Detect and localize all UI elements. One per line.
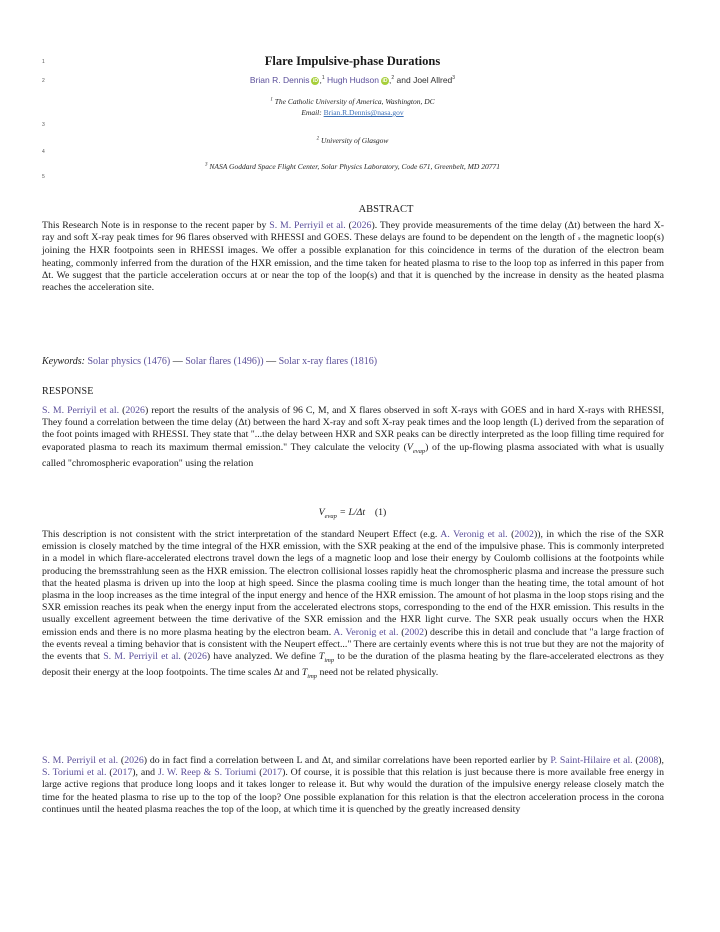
body-text: ). Of course, it is possible that this relation is just because there is more available free energy in large active regions that produce long loops and it takes longer to release it. But why would the duration of the impulsive energy release closely match the time for the heated plasma to rise up to the top of the loop? One possible explanation for this relation is that the electron acceleration process in the corona continues until the heated plasma reaches the top of the loop, at which time it is quenched by the greatly increased density	[42, 767, 664, 815]
abstract-text: This Research Note is in response to the recent paper by	[42, 220, 270, 231]
author-affiliation-sup: 1	[321, 75, 325, 82]
math-subscript: imp	[307, 673, 318, 681]
body-text: (	[106, 767, 113, 779]
citation-year-link[interactable]: 2002	[404, 626, 425, 638]
citation-year-link[interactable]: 2026	[124, 755, 144, 766]
equation-lhs: V	[318, 507, 325, 518]
citation-link[interactable]: S. M. Perriyil et al.	[42, 405, 120, 416]
author-name[interactable]: Hugh Hudson	[326, 75, 379, 85]
citation-link[interactable]: S. M. Perriyil et al.	[103, 651, 181, 663]
citation-link[interactable]: S. M. Perriyil et al.	[269, 220, 346, 231]
equation-rhs: = L/Δt	[336, 507, 366, 518]
body-text: (	[119, 405, 126, 416]
author-name[interactable]: Brian R. Dennis	[249, 75, 310, 85]
email-line	[0, 108, 705, 117]
body-text: )), in which the rise of the SXR emission is closely matched by the time integral of the HXR emission, with the SXR peaking at the end of the impulsive phase. This is commonly interpreted in a model in which flare-accelerated electrons travel down the legs of a magnetic loop and lose their energy by Coulomb collisions at the footpoints while producing the bremsstrahlung seen as the HXR emission. The electron collisional losses rapidly heat the chromospheric plasma and increase the pressure such that the heated plasma is driven up into the loop at high speed. Since the plasma cooling time is much longer than the heating time, the total amount of hot plasma in the loop increases as the time integral of the input energy and hence of the HXR emission. The amount of hot plasma in the loop stops rising and the SXR emission reaches its peak when the energy input from the accelerated electrons stops, corresponding to the end of the HXR emission. This results in the usually excellent agreement between the time derivative of the SXR emission and the HXR light curve. The SXR peak usually occurs when the HXR emission ends and there is no more plasma heating by the electron beam.	[42, 529, 664, 638]
email-label: Email:	[301, 108, 322, 117]
keyword-separator: —	[170, 356, 186, 367]
keyword-separator: —	[263, 356, 279, 367]
citation-year-link[interactable]: 2026	[187, 651, 207, 663]
math-symbol: T	[301, 667, 308, 679]
citation-link[interactable]: J. W. Reep & S. Toriumi	[157, 767, 257, 779]
affiliation-2	[0, 136, 705, 145]
affiliation-text: University of Glasgow	[320, 136, 389, 145]
paper-title: Flare Impulsive-phase Durations	[264, 54, 441, 68]
math-symbol: T	[318, 651, 325, 663]
citation-link[interactable]: A. Veronig et al.	[440, 529, 508, 540]
body-text: (	[507, 529, 515, 540]
email-link[interactable]: Brian.R.Dennis@nasa.gov	[323, 108, 404, 117]
response-paragraph-1	[42, 405, 664, 470]
response-paragraph-3	[42, 755, 664, 816]
orcid-icon[interactable]: iD	[312, 77, 318, 84]
line-number: 5	[42, 174, 45, 180]
author-list: Brian R. Dennis iD ,$^1$ Hugh Hudson iD ,$^2$ and Joel Allred$^3$	[249, 75, 456, 85]
body-text: ) have analyzed. We define	[206, 651, 319, 663]
body-text: ) report the results of the analysis of 96 C, M, and X flares observed in soft X-rays with GOES and in hard X-rays with RHESSI, They found a correlation between the time delay (Δt) between the hard X-ray and soft X-ray peak times and the loop length (L) derived from the separation of the foot points imaged with RHESSI. They state that "...the delay between HXR and SXR peaks can be directly interpreted as the loop filling time required for evaporated plasma to reach its maximum thermal emission." They calculate the velocity (	[42, 405, 664, 453]
keywords-line	[42, 356, 377, 367]
affiliation-sup: 1	[270, 97, 273, 103]
equation-subscript: evap	[324, 512, 337, 520]
citation-year-link[interactable]: 2026	[125, 405, 145, 416]
abstract-body	[42, 220, 664, 294]
body-text: (	[398, 626, 405, 638]
affiliation-text: NASA Goddard Space Flight Center, Solar Physics Laboratory, Code 671, Greenbelt, MD 20771	[209, 162, 500, 171]
body-text: ) do in fact find a correlation between L and Δt, and similar correlations have been reported earlier by	[143, 755, 551, 766]
equation-number: (1)	[374, 507, 387, 518]
citation-year-link[interactable]: 2002	[514, 529, 534, 540]
citation-year-link[interactable]: 2008	[638, 755, 659, 766]
body-text: (	[118, 755, 125, 766]
line-number: 4	[42, 149, 45, 155]
abstract-text: (	[345, 220, 352, 231]
citation-link[interactable]: S. Toriumi et al.	[42, 767, 107, 779]
line-number: 1	[42, 59, 45, 65]
math-symbol: t	[280, 667, 283, 679]
math-subscript: evap	[412, 447, 426, 455]
keywords-label: Keywords:	[42, 356, 85, 367]
citation-link[interactable]: P. Saint-Hilaire et al.	[550, 755, 633, 766]
abstract-text: ). They provide measurements of the time delay (Δt) between the hard X-ray and soft X-ray peak times for 96 flares observed with RHESSI and GOES. These delays are found to be dependent on the length of	[42, 220, 664, 244]
keyword-link[interactable]: Solar physics (1476)	[87, 356, 171, 367]
affiliation-sup: 3	[205, 162, 208, 168]
keyword-link[interactable]: Solar x-ray flares (1816)	[278, 356, 378, 367]
body-text: ) of the up-flowing plasma associated with what is usually called "chromospheric evaporation" using the relation	[42, 441, 664, 469]
line-number: 2	[42, 78, 45, 84]
body-text: to be the duration of the plasma heating by the flare-accelerated electrons as they deposit their energy at the loop footpoints. The time scales Δ	[42, 651, 664, 679]
body-text: and	[282, 667, 302, 679]
response-paragraph-2	[42, 529, 664, 683]
body-text: This description is not consistent with the strict interpretation of the standard Neupert Effect (e.g.	[42, 529, 441, 540]
abstract-text: the magnetic loop(s) joining the HXR footpoints seen in RHESSI images. We offer a possible explanation for this coincidence in terms of the duration of the electron beam heating, commonly inferred from the duration of the HXR emission, and the time taken for heated plasma to rise to the loop top as inferred in this paper from Δt. We suggest that the particle acceleration occurs at or near the top of the loop(s) and that it is quenched by the increase in density as the heated plasma reaches the acceleration site.	[42, 232, 665, 294]
citation-year-link[interactable]: 2017	[112, 767, 133, 779]
citation-link[interactable]: A. Veronig et al.	[333, 626, 399, 638]
body-text: (	[256, 767, 263, 779]
citation-year-link[interactable]: 2026	[351, 220, 372, 231]
math-subscript: imp	[324, 656, 335, 664]
body-text: (	[632, 755, 639, 766]
author-affiliation-sup: 2	[391, 75, 395, 82]
keyword-link[interactable]: Solar flares (1496))	[185, 356, 264, 367]
abstract-heading: ABSTRACT	[358, 204, 414, 215]
affiliation-sup: 2	[316, 136, 320, 142]
affiliation-text: The Catholic University of America, Washington, DC	[274, 97, 435, 106]
citation-link[interactable]: S. M. Perriyil et al.	[42, 755, 119, 766]
equation-1	[0, 507, 705, 520]
author-name: Joel Allred	[413, 75, 453, 85]
author-conjunction: and	[396, 75, 411, 85]
affiliation-3	[0, 162, 705, 171]
body-text: ), and	[132, 767, 158, 779]
body-text: ) describe this in detail and conclude that "a large fraction of the events reveal a timing behavior that is consistent with the Neupert effect..." There are certainly events where this is not true but they are not the majority of the events that	[42, 626, 664, 663]
affiliation-1	[0, 97, 705, 106]
body-text: ),	[658, 755, 664, 766]
body-text: need not be related physically.	[317, 667, 439, 679]
line-number: 3	[42, 122, 45, 128]
author-affiliation-sup: 3	[452, 75, 456, 82]
orcid-icon[interactable]: iD	[382, 77, 388, 84]
response-heading: RESPONSE	[42, 386, 94, 397]
abstract-tiny-mark: s	[577, 235, 581, 243]
citation-year-link[interactable]: 2017	[262, 767, 283, 779]
body-text: (	[180, 651, 188, 663]
math-symbol: V	[406, 441, 413, 453]
